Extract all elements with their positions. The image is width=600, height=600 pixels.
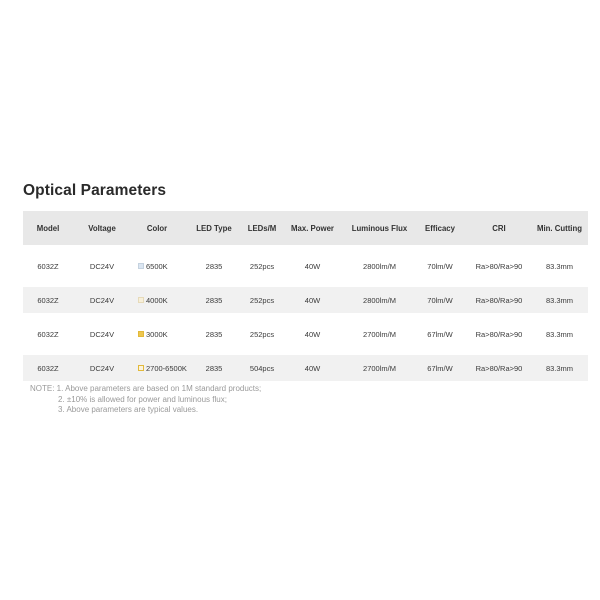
cell-luminous-flux: 2800lm/M bbox=[363, 261, 396, 271]
note-line-2: 2. ±10% is allowed for power and luminous flux; bbox=[58, 394, 227, 404]
cell-model: 6032Z bbox=[37, 295, 59, 305]
cell-luminous-flux: 2700lm/M bbox=[363, 329, 396, 339]
cell-led-type: 2835 bbox=[205, 261, 223, 271]
cell-max-power: 40W bbox=[304, 295, 321, 305]
color-swatch-icon bbox=[138, 331, 144, 337]
cell-voltage: DC24V bbox=[89, 295, 115, 305]
cell-leds-per-m: 252pcs bbox=[249, 261, 275, 271]
cell-color-label: 6500K bbox=[146, 261, 168, 271]
color-swatch-icon bbox=[138, 297, 144, 303]
cell-efficacy: 70lm/W bbox=[427, 295, 453, 305]
optical-parameters-table bbox=[23, 211, 588, 381]
header-led-type: LED Type bbox=[196, 223, 232, 233]
color-swatch-icon bbox=[138, 365, 144, 371]
cell-voltage: DC24V bbox=[89, 329, 115, 339]
header-max-power: Max. Power bbox=[291, 223, 334, 233]
notes bbox=[30, 384, 261, 416]
cell-min-cutting: 83.3mm bbox=[545, 329, 574, 339]
cell-efficacy: 70lm/W bbox=[427, 261, 453, 271]
cell-voltage: DC24V bbox=[89, 261, 115, 271]
cell-led-type: 2835 bbox=[205, 295, 223, 305]
table-row bbox=[23, 321, 588, 347]
cell-model: 6032Z bbox=[37, 261, 59, 271]
cell-color-label: 3000K bbox=[146, 329, 168, 339]
color-swatch-icon bbox=[138, 263, 144, 269]
cell-min-cutting: 83.3mm bbox=[545, 363, 574, 373]
header-efficacy: Efficacy bbox=[425, 223, 455, 233]
cell-max-power: 40W bbox=[304, 329, 321, 339]
cell-luminous-flux: 2700lm/M bbox=[363, 363, 396, 373]
cell-color-label: 4000K bbox=[146, 295, 168, 305]
note-line-1: NOTE: 1. Above parameters are based on 1M standard products; bbox=[30, 384, 262, 393]
cell-leds-per-m: 252pcs bbox=[249, 329, 275, 339]
cell-cri: Ra>80/Ra>90 bbox=[475, 329, 523, 339]
table-row bbox=[23, 253, 588, 279]
cell-model: 6032Z bbox=[37, 329, 59, 339]
cell-max-power: 40W bbox=[304, 363, 321, 373]
header-min-cutting: Min. Cutting bbox=[536, 223, 583, 233]
header-color: Color bbox=[146, 223, 168, 233]
cell-luminous-flux: 2800lm/M bbox=[363, 295, 396, 305]
header-luminous-flux: Luminous Flux bbox=[351, 223, 408, 233]
cell-efficacy: 67lm/W bbox=[427, 363, 453, 373]
cell-model: 6032Z bbox=[37, 363, 59, 373]
section-title: Optical Parameters bbox=[23, 182, 167, 199]
cell-cri: Ra>80/Ra>90 bbox=[475, 363, 523, 373]
cell-voltage: DC24V bbox=[89, 363, 115, 373]
header-cri: CRI bbox=[492, 223, 506, 233]
cell-leds-per-m: 504pcs bbox=[249, 363, 275, 373]
table-row bbox=[23, 287, 588, 313]
cell-leds-per-m: 252pcs bbox=[249, 295, 275, 305]
cell-min-cutting: 83.3mm bbox=[545, 261, 574, 271]
cell-led-type: 2835 bbox=[205, 329, 223, 339]
cell-efficacy: 67lm/W bbox=[427, 329, 453, 339]
cell-max-power: 40W bbox=[304, 261, 321, 271]
note-line-3: 3. Above parameters are typical values. bbox=[58, 405, 199, 414]
header-leds-per-m: LEDs/M bbox=[247, 223, 277, 233]
cell-led-type: 2835 bbox=[205, 363, 223, 373]
cell-cri: Ra>80/Ra>90 bbox=[475, 295, 523, 305]
cell-min-cutting: 83.3mm bbox=[545, 295, 574, 305]
cell-cri: Ra>80/Ra>90 bbox=[475, 261, 523, 271]
cell-color-label: 2700-6500K bbox=[146, 363, 187, 373]
header-voltage: Voltage bbox=[88, 223, 116, 233]
table-header-row bbox=[23, 211, 588, 245]
header-model: Model bbox=[36, 223, 60, 233]
table-row bbox=[23, 355, 588, 381]
